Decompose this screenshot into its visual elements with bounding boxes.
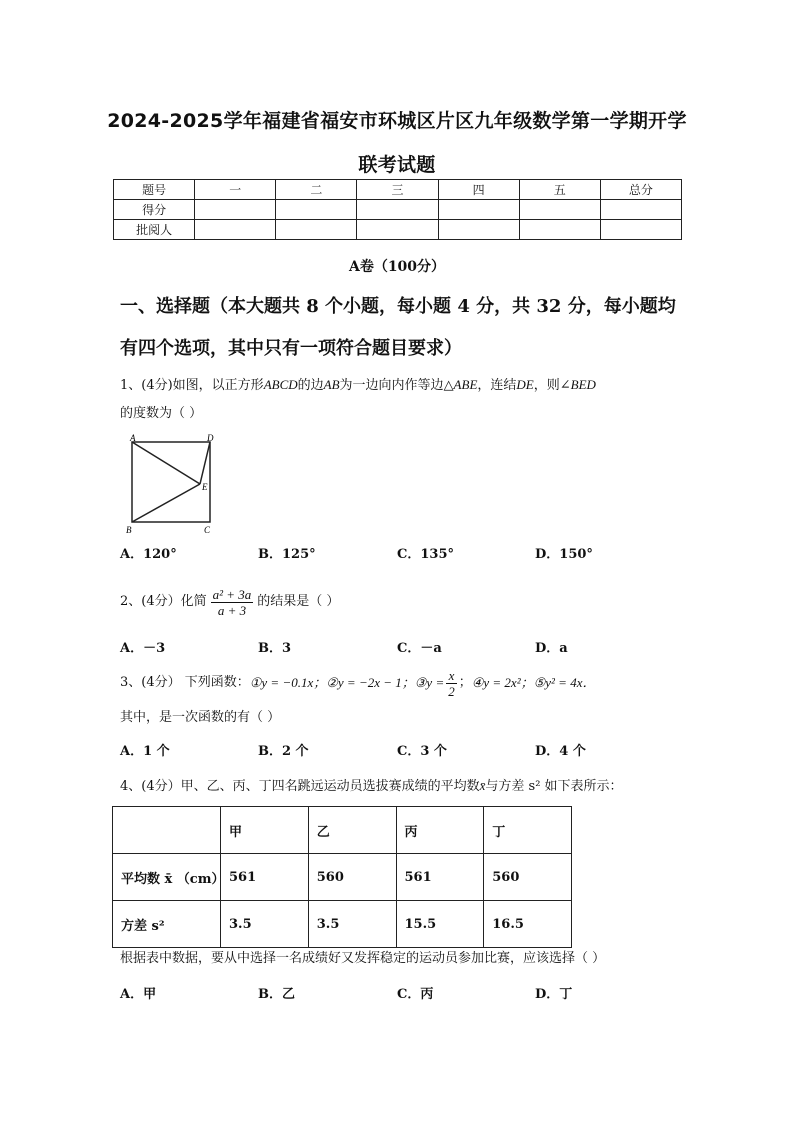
segment-de (200, 442, 210, 484)
score-header-cell: 一 (195, 180, 276, 200)
question-4-prompt: 根据表中数据，要从中选择一名成绩好又发挥稳定的运动员参加比赛，应该选择（ ） (120, 951, 606, 966)
score-cell[interactable] (600, 200, 681, 220)
q3-fraction (446, 668, 457, 699)
q2-suffix: 的结果是（ ） (257, 594, 340, 609)
section-heading-line1: 一、选择题（本大题共 8 个小题，每小题 4 分，共 32 分，每小题均 (120, 296, 676, 317)
question-4-stem (120, 776, 680, 797)
question-1-stem (120, 375, 680, 396)
q3-function-1: ①y = −0.1x； (249, 675, 327, 690)
q4-row-label: 方差 s² (113, 901, 221, 948)
score-cell[interactable] (438, 200, 519, 220)
q1-option-a[interactable]: A．120° (120, 547, 177, 562)
q4-row-label: 平均数 x̄ （cm） (113, 854, 221, 901)
q2-option-d[interactable]: D．a (535, 641, 568, 656)
q2-numerator: a² + 3a (212, 586, 252, 602)
q2-option-b[interactable]: B．3 (258, 641, 292, 656)
q4-table-cell: 561 (221, 854, 309, 901)
q4-table-header-cell (113, 807, 221, 854)
q4-option-b[interactable]: B．乙 (258, 987, 295, 1002)
q1-option-d[interactable]: D．150° (535, 547, 593, 562)
q2-option-a[interactable]: A．－3 (120, 641, 166, 656)
q4-table-cell: 3.5 (221, 901, 309, 948)
q1-text: 的边 (297, 378, 324, 393)
question-3-stem (120, 664, 680, 702)
q4-table-header-cell: 丙 (396, 807, 484, 854)
segment-be (132, 484, 200, 522)
question-1-stem-line2: 的度数为（ ） (120, 406, 203, 421)
q3-fraction-numerator: x (446, 668, 457, 684)
score-header-cell: 总分 (600, 180, 681, 200)
q1-option-c[interactable]: C．135° (397, 547, 454, 562)
page-title-line2: 联考试题 (358, 154, 436, 176)
volume-label: A卷（100分） (348, 259, 446, 275)
q3-option-b[interactable]: B．2 个 (258, 744, 309, 759)
score-table-row (114, 200, 682, 220)
section-heading-line2: 有四个选项，其中只有一项符合题目要求） (120, 338, 462, 359)
q4-table-cell: 561 (396, 854, 484, 901)
score-cell[interactable] (357, 200, 438, 220)
q1-text: ，则 (533, 378, 560, 393)
q2-option-c[interactable]: C．－a (397, 641, 442, 656)
score-row-label: 批阅人 (114, 220, 195, 240)
q4-option-a[interactable]: A．甲 (120, 987, 157, 1002)
q3-prefix: 3、(4分） 下列函数： (120, 675, 250, 690)
q4-table-cell: 3.5 (308, 901, 396, 948)
q4-xbar: x̄ (479, 778, 486, 793)
q1-ab: AB (323, 377, 340, 392)
score-cell[interactable] (519, 220, 600, 240)
score-cell[interactable] (519, 200, 600, 220)
page-title: 2024-2025学年福建省福安市环城区片区九年级数学第一学期开学 (107, 110, 687, 132)
q1-option-b[interactable]: B．125° (258, 547, 316, 562)
score-table (113, 179, 682, 240)
q4-table-cell: 15.5 (396, 901, 484, 948)
score-header-cell: 题号 (114, 180, 195, 200)
q1-text: 为一边向内作等边 (339, 378, 444, 393)
q3-function-4: ④y = 2x²； (471, 675, 534, 690)
q1-text: ，连结 (477, 378, 517, 393)
score-cell[interactable] (438, 220, 519, 240)
q2-denominator: a + 3 (217, 602, 247, 618)
score-header-cell: 三 (357, 180, 438, 200)
square-abcd (132, 442, 210, 522)
q4-intro-b: 与方差 s² 如下表所示： (485, 779, 623, 794)
q4-table-header-cell: 丁 (484, 807, 572, 854)
q1-bed: ∠BED (559, 377, 596, 392)
question-3-stem-line2: 其中，是一次函数的有（ ） (120, 710, 281, 725)
score-cell[interactable] (357, 220, 438, 240)
q4-table-cell: 560 (308, 854, 396, 901)
q4-table-header-cell: 甲 (221, 807, 309, 854)
question-2-stem (120, 582, 680, 622)
q4-option-d[interactable]: D．丁 (535, 987, 573, 1002)
score-header-cell: 四 (438, 180, 519, 200)
section-heading (120, 286, 680, 370)
q4-table-row-mean (113, 854, 572, 901)
score-cell[interactable] (276, 220, 357, 240)
q3-separator: ； (458, 675, 472, 690)
label-a: A (130, 433, 136, 443)
score-table-row (114, 220, 682, 240)
score-header-cell: 五 (519, 180, 600, 200)
q1-square-figure (122, 432, 222, 538)
score-cell[interactable] (600, 220, 681, 240)
q3-option-c[interactable]: C．3 个 (397, 744, 447, 759)
q1-abe: △ABE (443, 377, 478, 392)
label-d: D (207, 433, 214, 443)
segment-ae (132, 442, 200, 484)
q4-table-cell: 560 (484, 854, 572, 901)
q4-table-header-cell: 乙 (308, 807, 396, 854)
q1-abcd: ABCD (263, 377, 298, 392)
score-cell[interactable] (276, 200, 357, 220)
q1-text: 1、(4分)如图，以正方形 (120, 378, 264, 393)
q3-function-5: ⑤y² = 4x． (533, 675, 596, 690)
q3-option-d[interactable]: D．4 个 (535, 744, 586, 759)
score-cell[interactable] (195, 200, 276, 220)
q3-option-a[interactable]: A．1 个 (120, 744, 170, 759)
q2-fraction (211, 587, 254, 618)
label-b: B (126, 525, 132, 535)
score-table-header-row (114, 180, 682, 200)
q4-table-cell: 16.5 (484, 901, 572, 948)
q1-de: DE (516, 377, 534, 392)
q4-intro-a: 4、(4分）甲、乙、丙、丁四名跳远运动员选拔赛成绩的平均数 (120, 779, 480, 794)
q3-function-2: ②y = −2x − 1； (326, 675, 415, 690)
q4-table-row-variance (113, 901, 572, 948)
label-e: E (202, 482, 208, 492)
q2-prefix: 2、(4分）化简 (120, 594, 207, 609)
score-row-label: 得分 (114, 200, 195, 220)
q3-fraction-denominator: 2 (448, 683, 455, 699)
q4-option-c[interactable]: C．丙 (397, 987, 434, 1002)
q4-stats-table (112, 806, 572, 948)
q3-function-3: ③y = (414, 675, 445, 690)
score-cell[interactable] (195, 220, 276, 240)
q4-table-header-row (113, 807, 572, 854)
label-c: C (204, 525, 211, 535)
score-header-cell: 二 (276, 180, 357, 200)
